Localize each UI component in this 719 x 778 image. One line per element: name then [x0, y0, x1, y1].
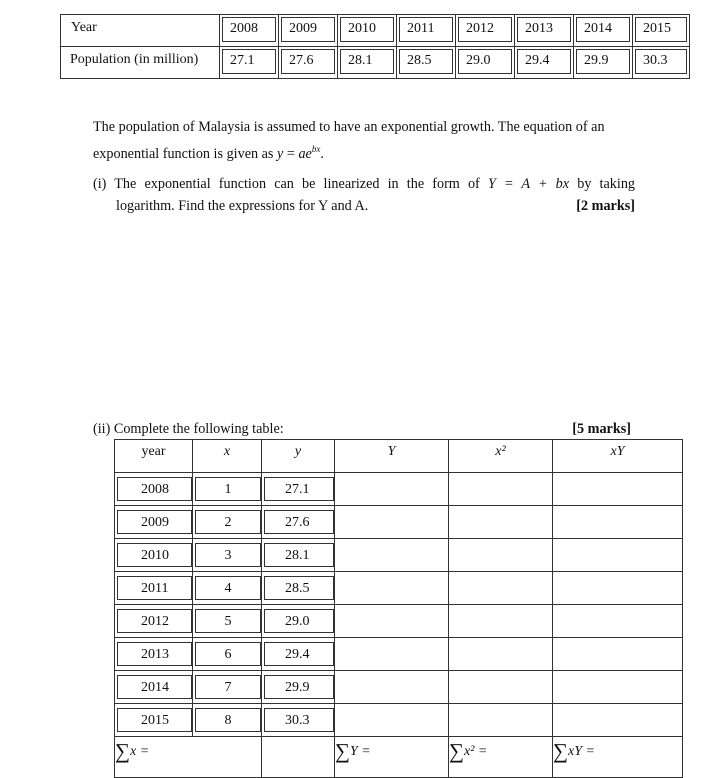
header-year: year	[115, 440, 193, 473]
sum-Y-label	[335, 737, 371, 764]
x-squared-answer-cell[interactable]	[449, 605, 553, 638]
computation-table	[114, 439, 683, 778]
sigma-symbol: ∑	[553, 739, 568, 763]
intro-line-2-end: .	[320, 146, 324, 162]
header-Y: Y	[335, 440, 449, 473]
year-value: 2014	[117, 675, 192, 699]
xY-answer-cell[interactable]	[553, 473, 683, 506]
header-y: y	[262, 440, 335, 473]
sigma-symbol: ∑	[115, 739, 130, 763]
intro-line-2-text: exponential function is given as	[93, 146, 274, 162]
population-cell: 27.6	[281, 49, 335, 74]
x-value: 5	[195, 609, 261, 633]
y-value: 27.6	[264, 510, 334, 534]
population-row-label-cell	[61, 47, 220, 79]
year-cell: 2012	[458, 17, 512, 42]
table-row	[115, 638, 683, 671]
table-row	[115, 671, 683, 704]
xY-answer-cell[interactable]	[553, 605, 683, 638]
Y-answer-cell[interactable]	[335, 506, 449, 539]
year-cell: 2013	[517, 17, 571, 42]
part-ii-marks: [5 marks]	[572, 421, 631, 437]
part-i-line-1	[93, 173, 635, 195]
year-value: 2011	[117, 576, 192, 600]
table-row	[115, 539, 683, 572]
equation-equals: =	[283, 146, 299, 162]
year-value: 2013	[117, 642, 192, 666]
x-squared-answer-cell[interactable]	[449, 704, 553, 737]
year-value: 2010	[117, 543, 192, 567]
y-value: 29.4	[264, 642, 334, 666]
equation-exponent: bx	[311, 144, 321, 154]
part-ii-instruction: (ii) Complete the following table:	[93, 421, 284, 437]
table-row	[115, 605, 683, 638]
y-value: 28.5	[264, 576, 334, 600]
xY-answer-cell[interactable]	[553, 572, 683, 605]
population-table	[60, 14, 690, 79]
part-i-text-end: by taking	[577, 176, 636, 192]
population-table-year-row	[61, 15, 690, 47]
sum-Y-cell[interactable]	[335, 737, 449, 778]
header-x-squared: x²	[449, 440, 553, 473]
year-value: 2012	[117, 609, 192, 633]
x-value: 6	[195, 642, 261, 666]
y-value: 29.9	[264, 675, 334, 699]
x-squared-answer-cell[interactable]	[449, 539, 553, 572]
table-row	[115, 473, 683, 506]
Y-answer-cell[interactable]	[335, 473, 449, 506]
year-row-label-cell	[61, 15, 220, 47]
x-value: 1	[195, 477, 261, 501]
part-i-line-2-text: logarithm. Find the expressions for Y and A.	[116, 198, 369, 214]
Y-answer-cell[interactable]	[335, 638, 449, 671]
x-value: 4	[195, 576, 261, 600]
year-value: 2009	[117, 510, 192, 534]
sum-x-squared-label	[449, 737, 487, 764]
sigma-symbol: ∑	[335, 739, 350, 763]
sum-x-text: x =	[129, 744, 150, 759]
sum-xY-text: xY =	[567, 744, 595, 759]
y-value: 30.3	[264, 708, 334, 732]
population-cell: 27.1	[222, 49, 276, 74]
population-row-label: Population (in million)	[70, 52, 199, 67]
population-cell: 29.4	[517, 49, 571, 74]
x-value: 2	[195, 510, 261, 534]
linear-form-equation: Y = A + bx	[487, 176, 570, 192]
header-xY: xY	[553, 440, 683, 473]
sum-x-squared-text: x² =	[463, 744, 488, 759]
sum-x-cell[interactable]	[115, 737, 262, 778]
y-value: 28.1	[264, 543, 334, 567]
x-value: 3	[195, 543, 261, 567]
xY-answer-cell[interactable]	[553, 506, 683, 539]
population-table-population-row	[61, 47, 690, 79]
part-i-question	[93, 173, 635, 217]
x-value: 8	[195, 708, 261, 732]
x-squared-answer-cell[interactable]	[449, 506, 553, 539]
x-value: 7	[195, 675, 261, 699]
Y-answer-cell[interactable]	[335, 671, 449, 704]
sum-Y-text: Y =	[349, 744, 371, 759]
sum-xY-cell[interactable]	[553, 737, 683, 778]
equation-lhs: y	[277, 146, 284, 162]
intro-paragraph	[93, 116, 635, 165]
xY-answer-cell[interactable]	[553, 671, 683, 704]
table-row	[115, 704, 683, 737]
year-row-label: Year	[71, 20, 97, 35]
population-cell: 29.0	[458, 49, 512, 74]
x-squared-answer-cell[interactable]	[449, 671, 553, 704]
x-squared-answer-cell[interactable]	[449, 572, 553, 605]
intro-line-2	[93, 138, 635, 165]
sum-row	[115, 737, 683, 778]
population-cell: 29.9	[576, 49, 630, 74]
sum-y-cell[interactable]	[262, 737, 335, 778]
Y-answer-cell[interactable]	[335, 539, 449, 572]
y-value: 27.1	[264, 477, 334, 501]
part-i-line-2	[93, 195, 635, 217]
xY-answer-cell[interactable]	[553, 638, 683, 671]
xY-answer-cell[interactable]	[553, 704, 683, 737]
part-ii-header	[93, 421, 631, 438]
Y-answer-cell[interactable]	[335, 572, 449, 605]
population-cell: 28.1	[340, 49, 394, 74]
table-row	[115, 506, 683, 539]
sum-xY-label	[553, 737, 595, 764]
year-cell: 2011	[399, 17, 453, 42]
x-squared-answer-cell[interactable]	[449, 473, 553, 506]
y-value: 29.0	[264, 609, 334, 633]
year-cell: 2008	[222, 17, 276, 42]
part-i-marks: [2 marks]	[576, 198, 635, 214]
population-cell: 30.3	[635, 49, 687, 74]
year-cell: 2015	[635, 17, 687, 42]
header-x: x	[193, 440, 262, 473]
sigma-symbol: ∑	[449, 739, 464, 763]
year-cell: 2014	[576, 17, 630, 42]
year-value: 2008	[117, 477, 192, 501]
xY-answer-cell[interactable]	[553, 539, 683, 572]
year-cell: 2010	[340, 17, 394, 42]
table-row	[115, 572, 683, 605]
x-squared-answer-cell[interactable]	[449, 638, 553, 671]
intro-line-1: The population of Malaysia is assumed to have an exponential growth. The equation of an	[93, 119, 605, 135]
year-cell: 2009	[281, 17, 335, 42]
equation-rhs: ae	[298, 146, 312, 162]
sum-x-label	[115, 737, 149, 764]
Y-answer-cell[interactable]	[335, 704, 449, 737]
population-cell: 28.5	[399, 49, 453, 74]
part-i-text: (i) The exponential function can be linearized in the form of	[93, 176, 480, 192]
year-value: 2015	[117, 708, 192, 732]
Y-answer-cell[interactable]	[335, 605, 449, 638]
computation-table-header	[115, 440, 683, 473]
sum-x-squared-cell[interactable]	[449, 737, 553, 778]
